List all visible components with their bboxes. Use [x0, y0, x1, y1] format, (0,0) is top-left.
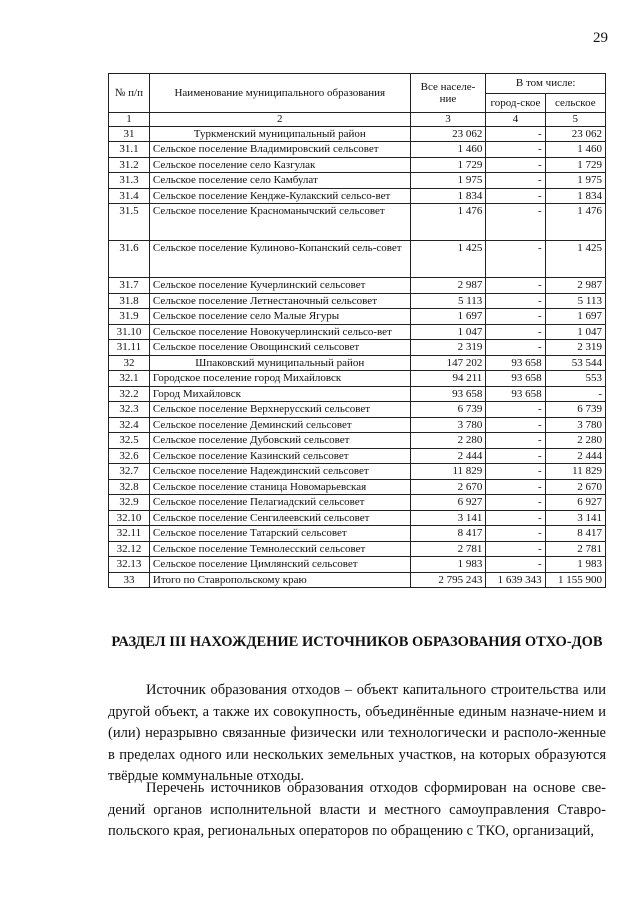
row-rural: 2 670 — [545, 479, 605, 495]
row-total: 2 987 — [410, 278, 486, 294]
row-urban: - — [486, 526, 545, 542]
row-number: 32.12 — [109, 541, 150, 557]
row-urban: - — [486, 479, 545, 495]
row-name: Итого по Ставропольскому краю — [149, 572, 410, 588]
row-name: Сельское поселение Пелагиадский сельсовет — [149, 495, 410, 511]
row-rural: 1 155 900 — [545, 572, 605, 588]
row-total: 2 781 — [410, 541, 486, 557]
row-total: 11 829 — [410, 464, 486, 480]
table-row — [109, 340, 606, 356]
table-row — [109, 278, 606, 294]
row-urban: - — [486, 157, 545, 173]
row-urban: - — [486, 402, 545, 418]
row-name: Сельское поселение Летнестаночный сельсовет — [149, 293, 410, 309]
header-including: В том числе: — [486, 74, 606, 94]
row-number: 32.13 — [109, 557, 150, 573]
row-name: Сельское поселение село Малые Ягуры — [149, 309, 410, 325]
row-name: Сельское поселение Казинский сельсовет — [149, 448, 410, 464]
row-name: Сельское поселение Цимлянский сельсовет — [149, 557, 410, 573]
row-total: 1 460 — [410, 142, 486, 158]
row-total: 1 697 — [410, 309, 486, 325]
table-row — [109, 355, 606, 371]
row-number: 32.3 — [109, 402, 150, 418]
page-number: 29 — [593, 30, 608, 46]
row-rural: 2 781 — [545, 541, 605, 557]
row-name: Сельское поселение Дубовский сельсовет — [149, 433, 410, 449]
table-row — [109, 495, 606, 511]
column-index: 3 — [410, 113, 486, 127]
row-name: Сельское поселение Татарский сельсовет — [149, 526, 410, 542]
row-urban: - — [486, 557, 545, 573]
row-number: 32 — [109, 355, 150, 371]
header-urban: город-ское — [486, 93, 545, 113]
row-total: 1 975 — [410, 173, 486, 189]
row-urban: - — [486, 204, 545, 241]
row-total: 23 062 — [410, 126, 486, 142]
table-row — [109, 402, 606, 418]
row-name: Туркменский муниципальный район — [149, 126, 410, 142]
column-index: 1 — [109, 113, 150, 127]
row-total: 1 983 — [410, 557, 486, 573]
row-urban: - — [486, 464, 545, 480]
table-row — [109, 572, 606, 588]
row-name: Сельское поселение станица Новомарьевская — [149, 479, 410, 495]
row-rural: 11 829 — [545, 464, 605, 480]
row-urban: - — [486, 126, 545, 142]
row-number: 32.11 — [109, 526, 150, 542]
row-total: 1 834 — [410, 188, 486, 204]
row-number: 31.2 — [109, 157, 150, 173]
row-urban: - — [486, 293, 545, 309]
row-number: 31.4 — [109, 188, 150, 204]
column-index: 2 — [149, 113, 410, 127]
table-row — [109, 309, 606, 325]
row-number: 32.2 — [109, 386, 150, 402]
row-rural: 1 476 — [545, 204, 605, 241]
row-total: 2 444 — [410, 448, 486, 464]
section-heading: РАЗДЕЛ III НАХОЖДЕНИЕ ИСТОЧНИКОВ ОБРАЗОВАНИЯ ОТХО-ДОВ — [111, 634, 603, 650]
row-urban: - — [486, 448, 545, 464]
row-name: Сельское поселение Кучерлинский сельсовет — [149, 278, 410, 294]
row-number: 31.5 — [109, 204, 150, 241]
row-rural: 3 780 — [545, 417, 605, 433]
body-paragraph: Источник образования отходов – объект капитального строительства или другой объект, а также их совокупность, объединённые единым назначе-нием и (или) неразрывно связанные физически или технологически и располо-женные в пределах одного или нескольких земельных участков, на которых образуются твёрдые коммунальные отходы. — [108, 682, 606, 784]
table-row — [109, 293, 606, 309]
row-total: 3 141 — [410, 510, 486, 526]
row-urban: - — [486, 309, 545, 325]
row-number: 31.10 — [109, 324, 150, 340]
row-name: Сельское поселение Овощинский сельсовет — [149, 340, 410, 356]
row-total: 5 113 — [410, 293, 486, 309]
table-row — [109, 157, 606, 173]
column-index-row — [109, 113, 606, 127]
row-rural: 53 544 — [545, 355, 605, 371]
row-total: 3 780 — [410, 417, 486, 433]
table-header — [109, 74, 606, 127]
row-name: Сельское поселение село Камбулат — [149, 173, 410, 189]
row-number: 31.1 — [109, 142, 150, 158]
row-name: Город Михайловск — [149, 386, 410, 402]
header-total: Все населе-ние — [410, 74, 486, 113]
table-row — [109, 526, 606, 542]
row-rural: 5 113 — [545, 293, 605, 309]
row-total: 1 047 — [410, 324, 486, 340]
row-urban: - — [486, 241, 545, 278]
row-number: 32.10 — [109, 510, 150, 526]
row-urban: - — [486, 278, 545, 294]
row-rural: 2 319 — [545, 340, 605, 356]
row-rural: 1 425 — [545, 241, 605, 278]
table-row — [109, 188, 606, 204]
row-rural: 1 729 — [545, 157, 605, 173]
row-number: 32.6 — [109, 448, 150, 464]
row-total: 1 425 — [410, 241, 486, 278]
row-urban: 93 658 — [486, 355, 545, 371]
row-urban: - — [486, 433, 545, 449]
row-rural: 1 697 — [545, 309, 605, 325]
header-rural: сельское — [545, 93, 605, 113]
table-row — [109, 241, 606, 278]
row-total: 2 795 243 — [410, 572, 486, 588]
row-rural: 2 987 — [545, 278, 605, 294]
row-number: 32.5 — [109, 433, 150, 449]
row-rural: 1 983 — [545, 557, 605, 573]
row-name: Сельское поселение село Казгулак — [149, 157, 410, 173]
row-total: 1 729 — [410, 157, 486, 173]
row-urban: 93 658 — [486, 371, 545, 387]
table-row — [109, 464, 606, 480]
row-name: Сельское поселение Владимировский сельсовет — [149, 142, 410, 158]
table-row — [109, 448, 606, 464]
row-rural: 1 834 — [545, 188, 605, 204]
population-table-container — [108, 73, 606, 588]
row-urban: 93 658 — [486, 386, 545, 402]
table-row — [109, 557, 606, 573]
column-index: 5 — [545, 113, 605, 127]
row-name: Шпаковский муниципальный район — [149, 355, 410, 371]
table-row — [109, 204, 606, 241]
table-body — [109, 126, 606, 588]
row-rural: 1 975 — [545, 173, 605, 189]
row-rural: 2 280 — [545, 433, 605, 449]
row-urban: - — [486, 510, 545, 526]
column-index: 4 — [486, 113, 545, 127]
row-urban: - — [486, 142, 545, 158]
row-urban: - — [486, 340, 545, 356]
row-name: Сельское поселение Сенгилеевский сельсовет — [149, 510, 410, 526]
row-number: 32.9 — [109, 495, 150, 511]
row-total: 1 476 — [410, 204, 486, 241]
table-row — [109, 324, 606, 340]
table-row — [109, 173, 606, 189]
row-number: 31.3 — [109, 173, 150, 189]
row-total: 93 658 — [410, 386, 486, 402]
row-urban: - — [486, 188, 545, 204]
row-number: 31.7 — [109, 278, 150, 294]
row-urban: - — [486, 324, 545, 340]
row-number: 31.6 — [109, 241, 150, 278]
row-number: 32.1 — [109, 371, 150, 387]
row-total: 94 211 — [410, 371, 486, 387]
row-number: 33 — [109, 572, 150, 588]
row-rural: 1 460 — [545, 142, 605, 158]
row-total: 2 319 — [410, 340, 486, 356]
row-urban: - — [486, 541, 545, 557]
row-number: 32.7 — [109, 464, 150, 480]
population-table — [108, 73, 606, 588]
row-rural: 2 444 — [545, 448, 605, 464]
row-name: Сельское поселение Надеждинский сельсовет — [149, 464, 410, 480]
row-total: 2 670 — [410, 479, 486, 495]
row-rural: 6 739 — [545, 402, 605, 418]
row-name: Сельское поселение Кендже-Кулакский сельсо-вет — [149, 188, 410, 204]
row-name: Сельское поселение Красноманычский сельсовет — [149, 204, 410, 241]
row-total: 6 739 — [410, 402, 486, 418]
row-name: Сельское поселение Кулиново-Копанский сель-совет — [149, 241, 410, 278]
table-row — [109, 479, 606, 495]
row-name: Сельское поселение Новокучерлинский сельсо-вет — [149, 324, 410, 340]
row-total: 8 417 — [410, 526, 486, 542]
table-row — [109, 433, 606, 449]
row-urban: - — [486, 495, 545, 511]
table-row — [109, 371, 606, 387]
row-total: 6 927 — [410, 495, 486, 511]
row-number: 31.9 — [109, 309, 150, 325]
row-name: Городское поселение город Михайловск — [149, 371, 410, 387]
row-rural: 553 — [545, 371, 605, 387]
table-row — [109, 417, 606, 433]
row-rural: 8 417 — [545, 526, 605, 542]
table-row — [109, 510, 606, 526]
row-rural: 3 141 — [545, 510, 605, 526]
row-rural: 23 062 — [545, 126, 605, 142]
header-num: № п/п — [109, 74, 150, 113]
row-number: 31 — [109, 126, 150, 142]
row-total: 2 280 — [410, 433, 486, 449]
body-paragraph: Перечень источников образования отходов сформирован на основе све-дений органов исполнительной власти и местного самоуправления Ставро-польского края, региональных операторов по обращению с ТКО, организаций, — [108, 780, 606, 839]
row-urban: - — [486, 173, 545, 189]
row-name: Сельское поселение Деминский сельсовет — [149, 417, 410, 433]
table-row — [109, 541, 606, 557]
row-rural: - — [545, 386, 605, 402]
row-urban: - — [486, 417, 545, 433]
row-number: 32.4 — [109, 417, 150, 433]
row-total: 147 202 — [410, 355, 486, 371]
header-name: Наименование муниципального образования — [149, 74, 410, 113]
table-row — [109, 386, 606, 402]
row-number: 32.8 — [109, 479, 150, 495]
row-urban: 1 639 343 — [486, 572, 545, 588]
row-rural: 1 047 — [545, 324, 605, 340]
row-number: 31.8 — [109, 293, 150, 309]
table-row — [109, 126, 606, 142]
row-name: Сельское поселение Темнолесский сельсовет — [149, 541, 410, 557]
row-rural: 6 927 — [545, 495, 605, 511]
row-name: Сельское поселение Верхнерусский сельсовет — [149, 402, 410, 418]
table-row — [109, 142, 606, 158]
row-number: 31.11 — [109, 340, 150, 356]
